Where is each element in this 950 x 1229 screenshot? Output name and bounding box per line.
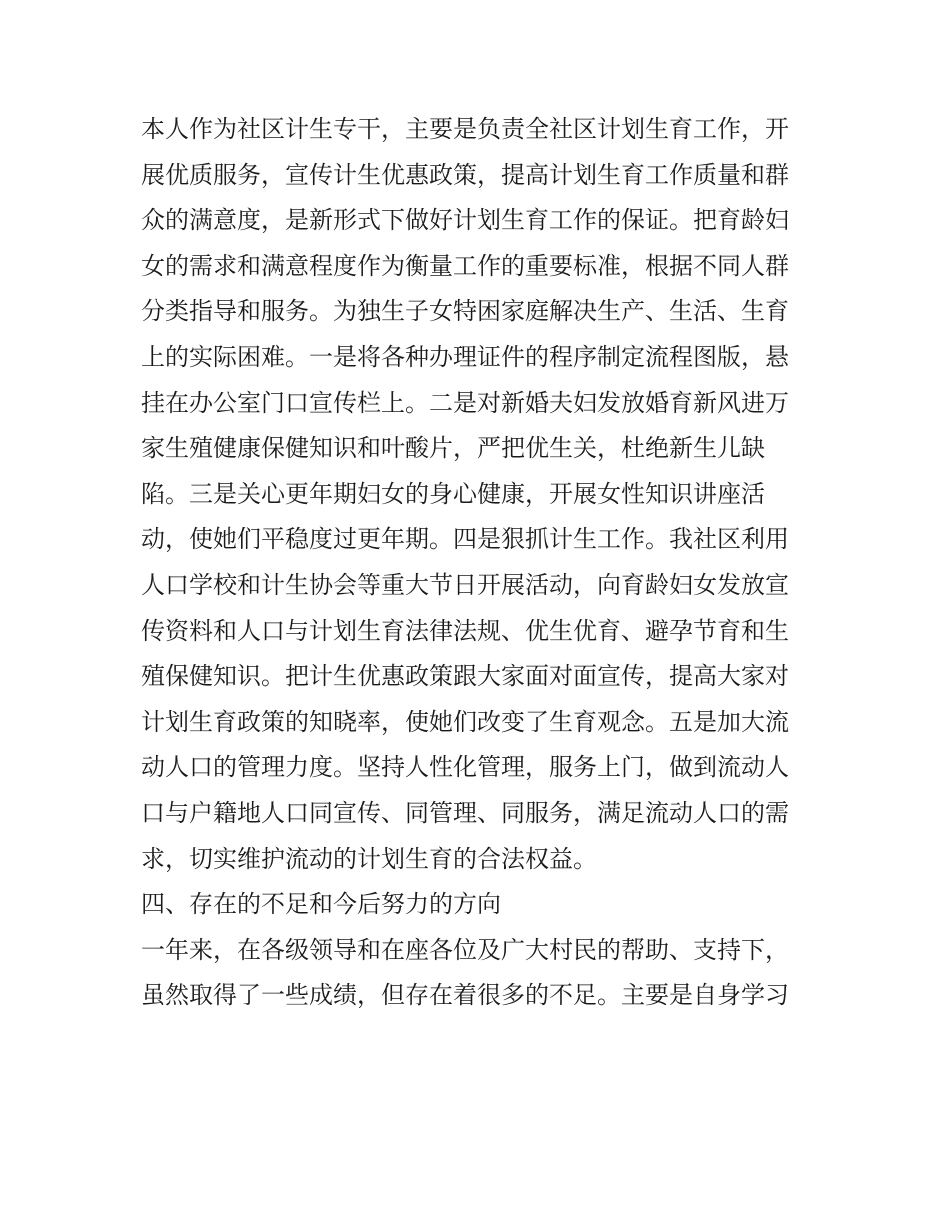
paragraph-line: 动，使她们平稳度过更年期。四是狠抓计生工作。我社区利用 — [141, 525, 789, 554]
paragraph-line: 陷。三是关心更年期妇女的身心健康，开展女性知识讲座活 — [141, 479, 765, 508]
paragraph-line: 一年来，在各级领导和在座各位及广大村民的帮助、支持下， — [141, 935, 789, 964]
paragraph-line: 本人作为社区计生专干，主要是负责全社区计划生育工作，开 — [141, 115, 789, 143]
paragraph-line: 挂在办公室门口宣传栏上。二是对新婚夫妇发放婚育新风进万 — [141, 388, 789, 417]
paragraph-line: 口与户籍地人口同宣传、同管理、同服务，满足流动人口的需 — [141, 798, 789, 827]
paragraph-line: 动人口的管理力度。坚持人性化管理，服务上门，做到流动人 — [141, 753, 789, 782]
paragraph-line: 女的需求和满意程度作为衡量工作的重要标准，根据不同人群 — [141, 251, 789, 280]
paragraph-line: 虽然取得了一些成绩，但存在着很多的不足。主要是自身学习 — [141, 981, 789, 1010]
paragraph-line: 上的实际困难。一是将各种办理证件的程序制定流程图版，悬 — [141, 342, 789, 371]
paragraph-line: 众的满意度，是新形式下做好计划生育工作的保证。把育龄妇 — [141, 206, 789, 235]
paragraph-line: 展优质服务，宣传计生优惠政策，提高计划生育工作质量和群 — [141, 160, 789, 189]
paragraph-line: 家生殖健康保健知识和叶酸片，严把优生关，杜绝新生儿缺 — [141, 434, 765, 463]
paragraph-line: 传资料和人口与计划生育法律法规、优生优育、避孕节育和生 — [141, 616, 789, 645]
paragraph-line: 分类指导和服务。为独生子女特困家庭解决生产、生活、生育 — [141, 297, 789, 326]
paragraph-line: 人口学校和计生协会等重大节日开展活动，向育龄妇女发放宣 — [141, 570, 789, 599]
paragraph-line: 殖保健知识。把计生优惠政策跟大家面对面宣传，提高大家对 — [141, 662, 789, 691]
section-heading: 四、存在的不足和今后努力的方向 — [141, 890, 501, 919]
paragraph-line: 求，切实维护流动的计划生育的合法权益。 — [141, 844, 597, 873]
document-body — [141, 107, 821, 1019]
paragraph-line: 计划生育政策的知晓率，使她们改变了生育观念。五是加大流 — [141, 707, 789, 736]
